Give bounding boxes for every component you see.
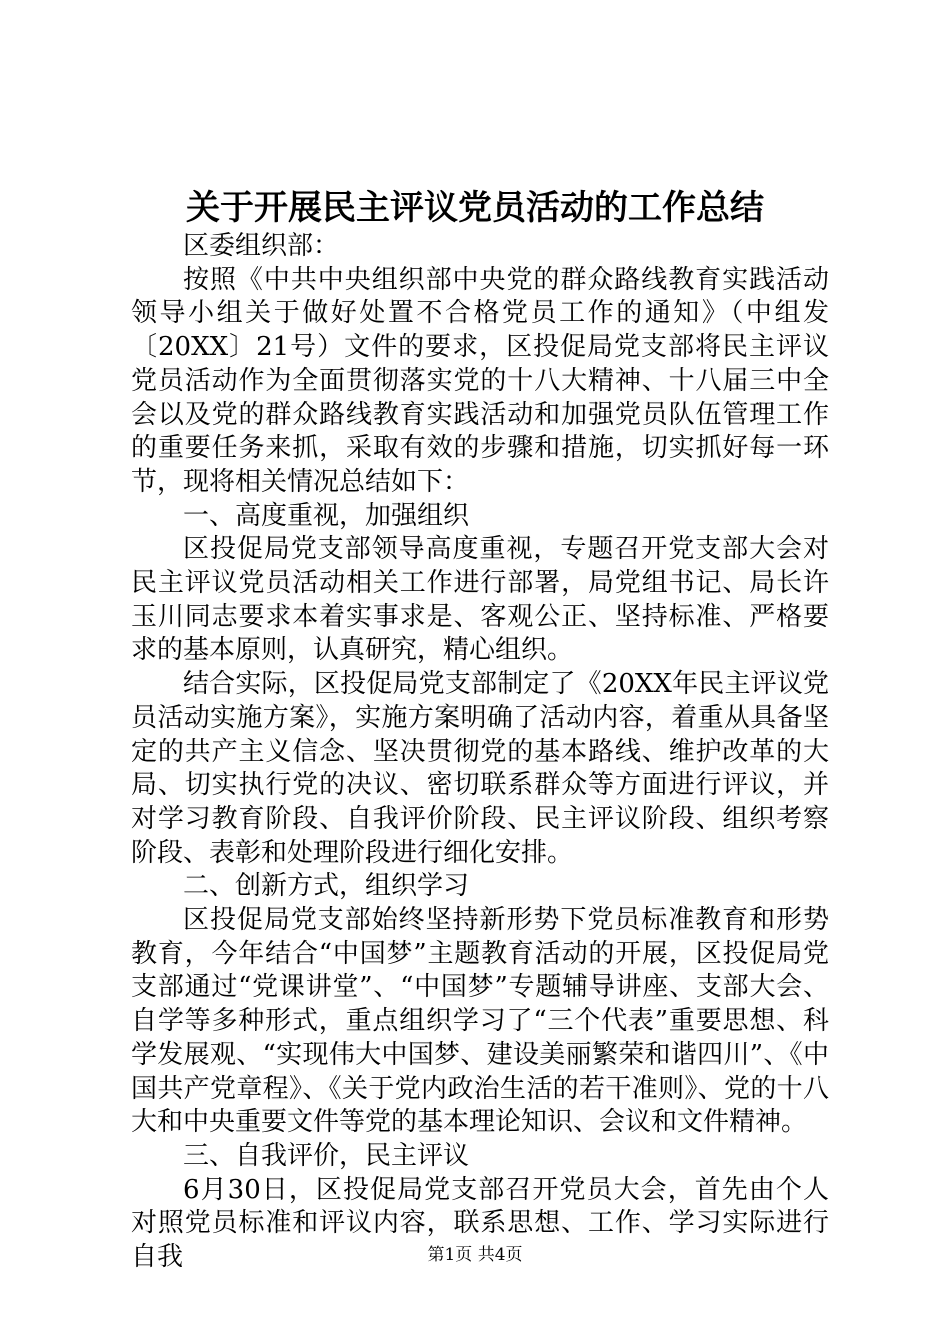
section-heading-3: 三、自我评价，民主评议 bbox=[183, 1140, 470, 1171]
paragraph-section-2: 区投促局党支部始终坚持新形势下党员标准教育和形势教育，今年结合“中国梦”主题教育活动的开展，区投促局党支部通过“党课讲堂”、“中国梦”专题辅导讲座、支部大会、自学等多种形式，重点组织学习了“三个代表”重要思想、科学发展观、“实现伟大中国梦、建设美丽繁荣和谐四川”、《中国共产党章程》、《关于党内政治生活的若干准则》、党的十八大和中央重要文件等党的基本理论知识、会议和文件精神。 bbox=[131, 905, 829, 1138]
salutation: 区委组织部： bbox=[183, 231, 340, 261]
paragraph-section-3: 6月30日，区投促局党支部召开党员大会，首先由个人对照党员标准和评议内容，联系思想、工作、学习实际进行自我 bbox=[131, 1174, 829, 1273]
page-number-footer: 第1页 共4页 bbox=[427, 1245, 523, 1265]
section-heading-2: 二、创新方式，组织学习 bbox=[183, 871, 470, 902]
section-heading-1: 一、高度重视，加强组织 bbox=[183, 500, 470, 531]
paragraph-section-1b: 结合实际，区投促局党支部制定了《20XX年民主评议党员活动实施方案》，实施方案明确了活动内容，着重从具备坚定的共产主义信念、坚决贯彻党的基本路线、维护改革的大局、切实执行党的决议、密切联系群众等方面进行评议，并对学习教育阶段、自我评价阶段、民主评议阶段、组织考察阶段、表彰和处理阶段进行细化安排。 bbox=[131, 669, 829, 868]
document-title: 关于开展民主评议党员活动的工作总结 bbox=[186, 188, 764, 228]
paragraph-intro: 按照《中共中央组织部中央党的群众路线教育实践活动领导小组关于做好处置不合格党员工作的通知》（中组发〔20XX〕21号）文件的要求，区投促局党支部将民主评议党员活动作为全面贯彻落实党的十八大精神、十八届三中全会以及党的群众路线教育实践活动和加强党员队伍管理工作的重要任务来抓，采取有效的步骤和措施，切实抓好每一环节，现将相关情况总结如下： bbox=[131, 264, 829, 497]
paragraph-section-1a: 区投促局党支部领导高度重视，专题召开党支部大会对民主评议党员活动相关工作进行部署，局党组书记、局长许玉川同志要求本着实事求是、客观公正、坚持标准、严格要求的基本原则，认真研究，精心组织。 bbox=[131, 534, 829, 666]
document-body bbox=[131, 230, 829, 1275]
